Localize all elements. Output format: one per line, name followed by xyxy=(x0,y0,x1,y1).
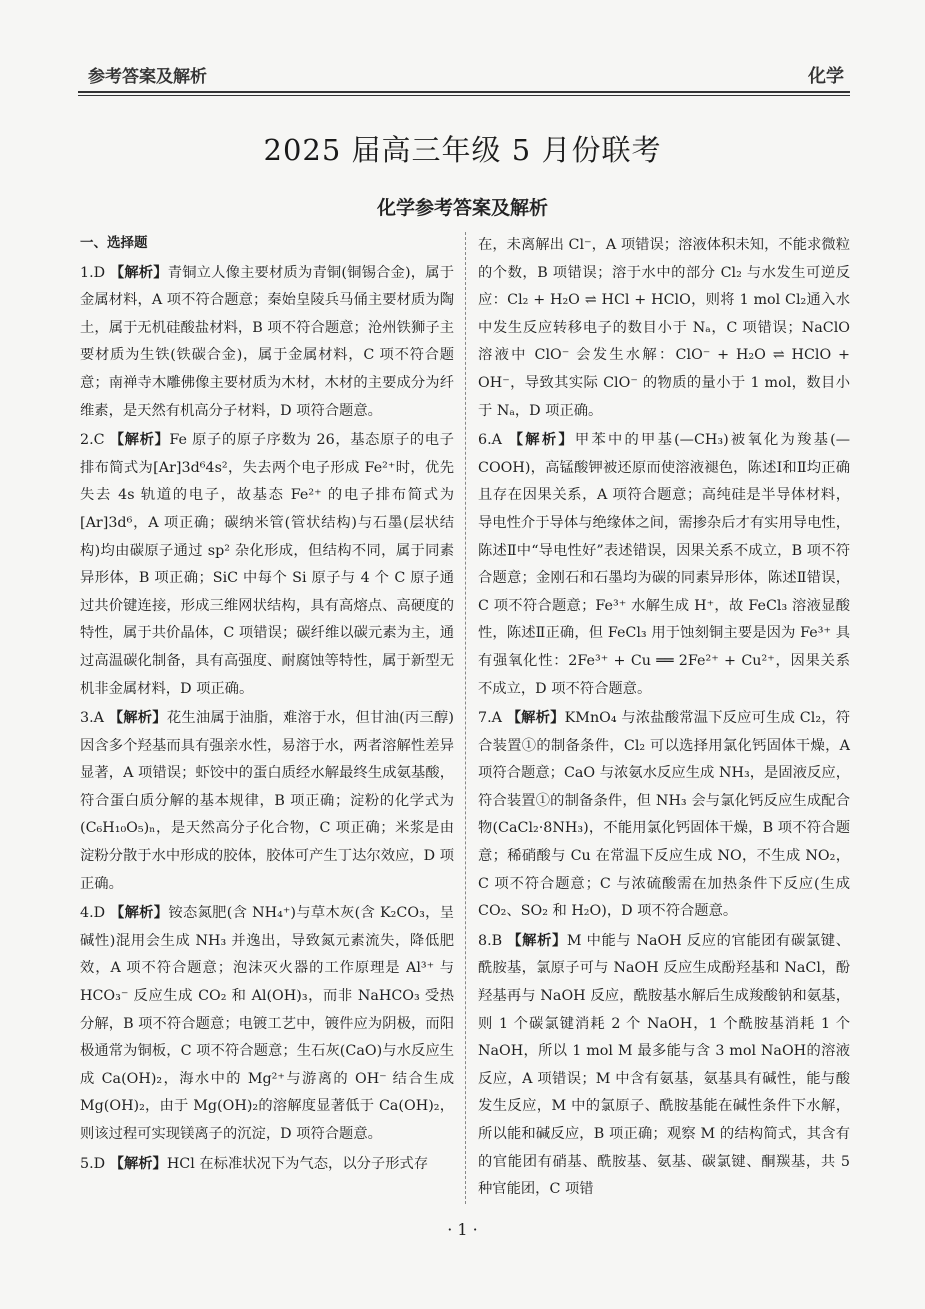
right-column xyxy=(478,230,850,1204)
answer-item xyxy=(80,900,454,1148)
analysis-tag: 【解析】 xyxy=(109,1155,167,1172)
answer-number: 1.D xyxy=(80,264,106,281)
answer-number: 5.D xyxy=(80,1155,106,1172)
header-subject: 化学 xyxy=(808,66,844,87)
answer-text: 青铜立人像主要材质为青铜(铜锡合金)，属于金属材料，A 项不符合题意；秦始皇陵兵马俑主要材质为陶土，属于无机硅酸盐材料，B 项不符合题意；沧州铁狮子主要材质为生铁(铁碳合金)，属于金属材料，C 项不符合题意；南禅寺木雕佛像主要材质为木材，木材的主要成分为纤维素，是天然有机高分子材料，D 项符合题意。 xyxy=(80,264,455,419)
answer-text: 花生油属于油脂，难溶于水，但甘油(丙三醇)因含多个羟基而具有强亲水性，易溶于水，两者溶解性差异显著，A 项错误；虾饺中的蛋白质经水解最终生成氨基酸，符合蛋白质分解的基本规律，B 项正确；淀粉的化学式为(C₆H₁₀O₅)ₙ，是天然高分子化合物，C 项正确；米浆是由淀粉分散于水中形成的胶体，胶体可产生丁达尔效应，D 项正确。 xyxy=(80,710,455,892)
answer-item xyxy=(478,928,850,1204)
analysis-tag: 【解析】 xyxy=(109,264,168,281)
answer-number: 3.A xyxy=(80,710,104,727)
answer-text: 甲苯中的甲基(—CH₃)被氧化为羧基(—COOH)，高锰酸钾被还原而使溶液褪色，陈述Ⅰ和Ⅱ均正确且存在因果关系，A 项符合题意；高纯硅是半导体材料，导电性介于导体与绝缘体之间，需掺杂后才有实用导电性，陈述Ⅱ中“导电性好”表述错误，因果关系不成立，B 项不符合题意；金刚石和石墨均为碳的同素异形体，陈述Ⅱ错误，C 项不符合题意；Fe³⁺ 水解生成 H⁺，故 FeCl₃ 溶液显酸性，陈述Ⅱ正确，但 FeCl₃ 用于蚀刻铜主要是因为 Fe³⁺ 具有强氧化性：2Fe³⁺ + Cu ══ 2Fe²⁺ + Cu²⁺，因果关系不成立，D 项不符合题意。 xyxy=(478,432,851,697)
page-title: 2025 届高三年级 5 月份联考 xyxy=(263,133,662,167)
page-subtitle: 化学参考答案及解析 xyxy=(376,197,548,219)
answer-number: 2.C xyxy=(80,432,105,449)
header-rule-thin xyxy=(78,95,850,96)
answer-item xyxy=(80,427,454,703)
answer-item xyxy=(478,705,850,926)
page-header xyxy=(78,58,850,92)
analysis-tag: 【解析】 xyxy=(506,710,565,727)
answer-text: M 中能与 NaOH 反应的官能团有碳氯键、酰胺基，氯原子可与 NaOH 反应生成酚羟基和 NaCl，酚羟基再与 NaOH 反应，酰胺基水解后生成羧酸钠和氨基，则 1 个碳氯键消耗 2 个 NaOH，1 个酰胺基消耗 1 个 NaOH，所以 1 mol M 最多能与含 3 mol NaOH的溶液反应，A 项错误；M 中含有氨基，氨基具有碱性，能与酸发生反应，M 中的氯原子、酰胺基能在碱性条件下水解，所以能和碱反应，B 项正确；观察 M 的结构简式，其含有的官能团有硝基、酰胺基、氨基、碳氯键、酮羰基，共 5 种官能团，C 项错 xyxy=(478,932,850,1198)
analysis-tag: 【解析】 xyxy=(108,710,167,727)
answer-item xyxy=(80,260,454,426)
analysis-tag: 【解析】 xyxy=(507,932,567,949)
analysis-tag: 【解析】 xyxy=(109,905,169,922)
answer-item xyxy=(478,232,850,425)
answer-item xyxy=(80,1151,454,1179)
left-column xyxy=(80,230,454,1178)
answer-number: 4.D xyxy=(80,905,106,922)
answer-text: KMnO₄ 与浓盐酸常温下反应可生成 Cl₂，符合装置①的制备条件，Cl₂ 可以选择用氯化钙固体干燥，A 项符合题意；CaO 与浓氨水反应生成 NH₃，是固液反应，符合装置①的制备条件，但 NH₃ 会与氯化钙反应生成配合物(CaCl₂·8NH₃)，不能用氯化钙固体干燥，B 项不符合题意；稀硝酸与 Cu 在常温下反应生成 NO，不生成 NO₂，C 项不符合题意；C 与浓硫酸需在加热条件下反应(生成 CO₂、SO₂ 和 H₂O)，D 项不符合题意。 xyxy=(478,710,851,920)
section-heading: 一、选择题 xyxy=(80,235,148,251)
answer-number: 7.A xyxy=(478,710,502,727)
analysis-tag: 【解析】 xyxy=(508,432,575,449)
answer-text: 铵态氮肥(含 NH₄⁺)与草木灰(含 K₂CO₃，呈碱性)混用会生成 NH₃ 并逸出，导致氮元素流失，降低肥效，A 项不符合题意；泡沫灭火器的工作原理是 Al³⁺ 与 HCO₃⁻ 反应生成 CO₂ 和 Al(OH)₃，而非 NaHCO₃ 受热分解，B 项不符合题意；电镀工艺中，镀件应为阴极，而阳极通常为铜板，C 项不符合题意；生石灰(CaO)与水反应生成 Ca(OH)₂，海水中的 Mg²⁺与游离的 OH⁻ 结合生成 Mg(OH)₂，由于 Mg(OH)₂的溶解度显著低于 Ca(OH)₂，则该过程可实现镁离子的沉淀，D 项符合题意。 xyxy=(80,905,454,1142)
answer-item xyxy=(478,427,850,703)
answer-text: Fe 原子的原子序数为 26，基态原子的电子排布简式为[Ar]3d⁶4s²，失去两个电子形成 Fe²⁺时，优先失去 4s 轨道的电子，故基态 Fe²⁺ 的电子排布简式为[Ar]3d⁶，A 项正确；碳纳米管(管状结构)与石墨(层状结构)均由碳原子通过 sp² 杂化形成，但结构不同，属于同素异形体，B 项正确；SiC 中每个 Si 原子与 4 个 C 原子通过共价键连接，形成三维网状结构，具有高熔点、高硬度的特性，属于共价晶体，C 项错误；碳纤维以碳元素为主，通过高温碳化制备，具有高强度、耐腐蚀等特性，属于新型无机非金属材料，D 项正确。 xyxy=(80,432,454,697)
analysis-tag: 【解析】 xyxy=(109,432,170,449)
answer-item xyxy=(80,705,454,898)
answer-text: 在，未离解出 Cl⁻，A 项错误；溶液体积未知，不能求微粒的个数，B 项错误；溶于水中的部分 Cl₂ 与水发生可逆反应：Cl₂ + H₂O ⇌ HCl + HClO，则将 1 mol Cl₂通入水中发生反应转移电子的数目小于 Nₐ，C 项错误；NaClO 溶液中 ClO⁻ 会发生水解：ClO⁻ + H₂O ⇌ HClO + OH⁻，导致其实际 ClO⁻ 的物质的量小于 1 mol，数目小于 Nₐ，D 项正确。 xyxy=(478,237,850,419)
header-rule-thick xyxy=(78,91,850,93)
answer-number: 8.B xyxy=(478,932,503,949)
header-left-text: 参考答案及解析 xyxy=(88,67,207,87)
answer-text: HCl 在标准状况下为气态，以分子形式存 xyxy=(166,1155,429,1172)
column-divider xyxy=(465,232,466,1204)
answer-number: 6.A xyxy=(478,432,502,449)
page-number: · 1 · xyxy=(447,1220,478,1239)
